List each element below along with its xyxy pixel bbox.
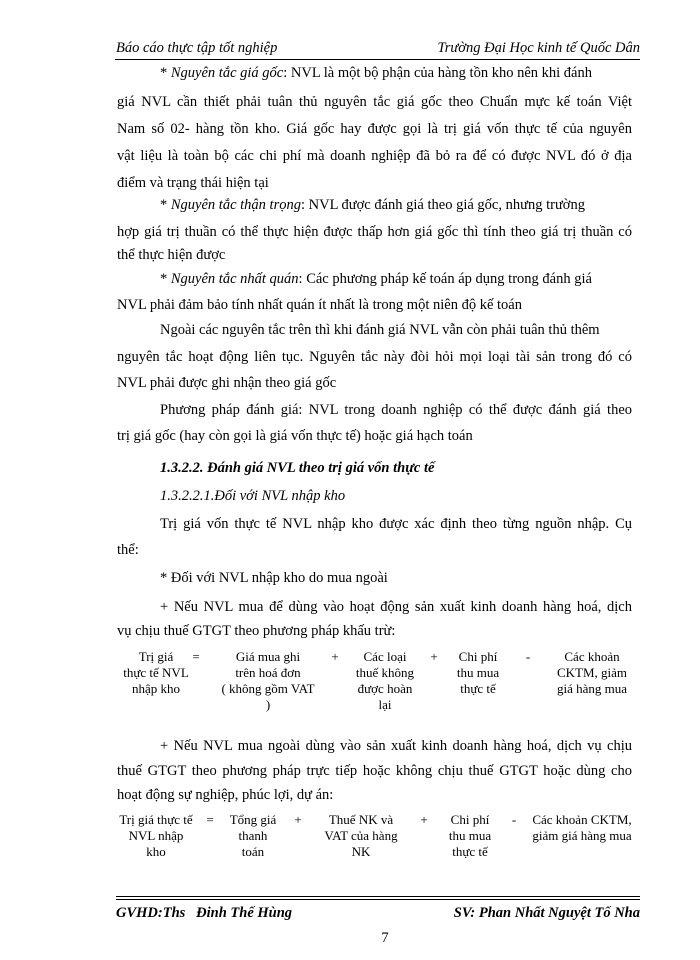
formula-term: Trị giá thực tế NVL nhập kho: [119, 812, 193, 859]
paragraph-line: + Nếu NVL mua ngoài dùng vào sản xuất kinh doanh hàng hoá, dịch vụ chịu: [160, 738, 632, 754]
plus-sign: +: [430, 649, 438, 664]
principle-term: Nguyên tắc nhất quán: [170, 271, 299, 287]
paragraph-line: NVL phải đảm bảo tính nhất quán ít nhất là trong một niên độ kế toán: [117, 297, 522, 313]
footer-rule: [116, 899, 640, 900]
plus-sign: +: [294, 812, 302, 827]
formula-term: Trị giá thực tế NVL nhập kho: [123, 649, 189, 696]
footer-rule: [116, 896, 640, 897]
formula-term: Giá mua ghi trên hoá đơn ( không gồm VAT ): [221, 649, 315, 712]
header-right: Trường Đại Học kinh tế Quốc Dân: [437, 40, 640, 56]
footer-student: SV: Phan Nhất Nguyệt Tố Nha: [453, 905, 640, 921]
principle-term: Nguyên tắc thận trọng: [170, 197, 301, 213]
paragraph-line: thuế GTGT theo phương pháp trực tiếp hoặc không chịu thuế GTGT hoặc dùng cho: [117, 763, 632, 779]
paragraph-line: Ngoài các nguyên tắc trên thì khi đánh giá NVL vẫn còn phải tuân thủ thêm: [160, 322, 600, 338]
paragraph-line: thể thực hiện được: [117, 247, 226, 263]
paragraph-line: vụ chịu thuế GTGT theo phương pháp khấu trừ:: [117, 623, 396, 639]
paragraph-line: NVL phải được ghi nhận theo giá gốc: [117, 375, 337, 391]
paragraph-line: + Nếu NVL mua để dùng vào hoạt động sản xuất kinh doanh hàng hoá, dịch: [160, 599, 632, 615]
section-heading: 1.3.2.2. Đánh giá NVL theo trị giá vốn thực tế: [160, 460, 435, 476]
paragraph-line: nguyên tắc hoạt động liên tục. Nguyên tắc này đòi hỏi mọi loại tài sản trong đó có: [117, 349, 632, 365]
minus-sign: -: [525, 649, 531, 664]
formula-term: Thuế NK và VAT của hàng NK: [324, 812, 398, 859]
formula-term: Các loại thuế không được hoàn lại: [355, 649, 415, 712]
page-number: 7: [381, 930, 389, 946]
formula-term: Chi phí thu mua thực tế: [456, 649, 500, 696]
formula-term: Các khoản CKTM, giảm giá hàng mua: [532, 812, 632, 843]
formula-term: Tổng giá thanh toán: [229, 812, 277, 859]
paragraph-line: * Nguyên tắc giá gốc: NVL là một bộ phận của hàng tồn kho nên khi đánh: [160, 65, 592, 81]
paragraph-line: Trị giá vốn thực tế NVL nhập kho được xác định theo từng nguồn nhập. Cụ: [160, 516, 632, 532]
paragraph-line: vật liệu là toàn bộ các chi phí mà doanh nghiệp đã bỏ ra để có được NVL đó ở địa: [117, 148, 632, 164]
equals-sign: =: [192, 649, 200, 664]
paragraph-line: điểm và trạng thái hiện tại: [117, 175, 269, 191]
minus-sign: -: [511, 812, 517, 827]
paragraph-line: giá NVL cần thiết phải tuân thủ nguyên tắc giá gốc theo Chuẩn mực kế toán Việt: [117, 94, 632, 110]
principle-term: Nguyên tắc giá gốc: [170, 65, 284, 81]
equals-sign: =: [206, 812, 214, 827]
paragraph-line: * Nguyên tắc thận trọng: NVL được đánh giá theo giá gốc, nhưng trường: [160, 197, 585, 213]
header-left: Báo cáo thực tập tốt nghiệp: [116, 40, 278, 56]
formula-term: Các khoản CKTM, giảm giá hàng mua: [556, 649, 628, 696]
paragraph-line: * Đối với NVL nhập kho do mua ngoài: [160, 570, 388, 586]
subsection-heading: 1.3.2.2.1.Đối với NVL nhập kho: [160, 488, 346, 504]
formula-term: Chi phí thu mua thực tế: [448, 812, 492, 859]
paragraph-line: trị giá gốc (hay còn gọi là giá vốn thực tế) hoặc giá hạch toán: [117, 428, 473, 444]
footer-supervisor: GVHD:Ths Đinh Thế Hùng: [116, 905, 293, 921]
plus-sign: +: [331, 649, 339, 664]
paragraph-line: Phương pháp đánh giá: NVL trong doanh nghiệp có thể được đánh giá theo: [160, 402, 632, 418]
paragraph-line: hợp giá trị thuần có thể thực hiện được thấp hơn giá gốc thì tính theo giá trị thuần có: [117, 224, 632, 240]
header-rule: [115, 59, 640, 60]
paragraph-line: Nam số 02- hàng tồn kho. Giá gốc hay được gọi là trị giá vốn thực tế của nguyên: [117, 121, 632, 137]
paragraph-line: * Nguyên tắc nhất quán: Các phương pháp kế toán áp dụng trong đánh giá: [160, 271, 592, 287]
plus-sign: +: [420, 812, 428, 827]
paragraph-line: thể:: [117, 542, 139, 558]
paragraph-line: hoạt động sự nghiệp, phúc lợi, dự án:: [117, 787, 334, 803]
